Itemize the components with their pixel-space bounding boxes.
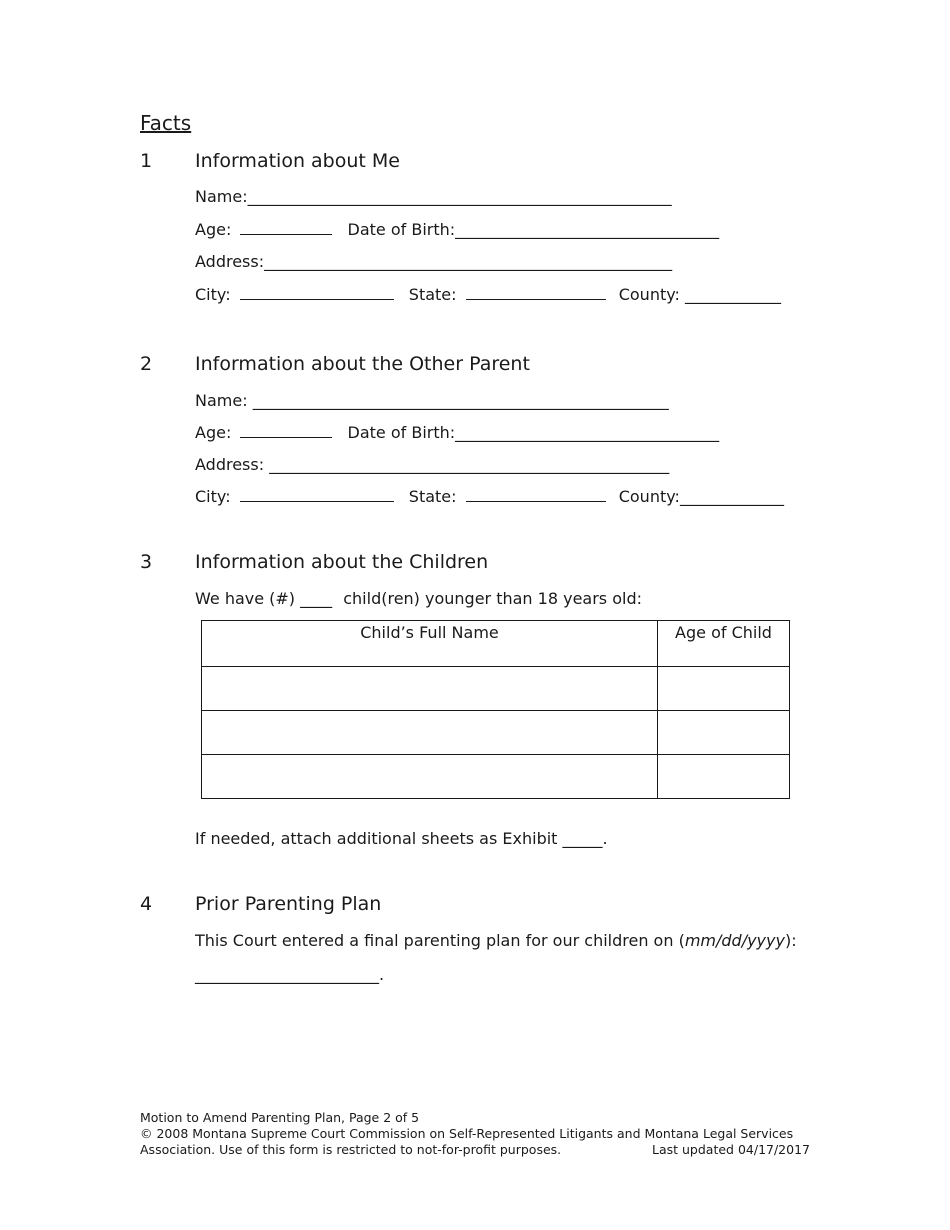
child-name-cell[interactable]: [202, 755, 658, 799]
other-age-field[interactable]: [240, 423, 332, 438]
count-prefix: We have (#): [195, 589, 296, 608]
section-4-number: 4: [140, 893, 153, 915]
attach-suffix: .: [602, 829, 608, 848]
table-row: [202, 755, 790, 799]
county-label: County:: [618, 487, 680, 506]
section-1-number: 1: [140, 150, 153, 172]
table-row: [202, 711, 790, 755]
my-age-dob-row: [195, 219, 719, 241]
footer-line-3: Association. Use of this form is restricted to not-for-profit purposes.: [140, 1142, 562, 1157]
table-header-row: [202, 621, 790, 667]
last-updated: Last updated 04/17/2017: [651, 1142, 810, 1157]
other-age-dob-row: [195, 422, 719, 444]
child-age-header: Age of Child: [658, 621, 790, 667]
address-label: Address:: [195, 252, 265, 271]
footer-line-1: Motion to Amend Parenting Plan, Page 2 of 5: [140, 1110, 420, 1125]
state-label: State:: [408, 285, 457, 304]
address-blank: ___________________________________________________: [264, 252, 673, 271]
child-age-cell[interactable]: [658, 667, 790, 711]
date-end: .: [379, 965, 385, 984]
other-dob-field[interactable]: _________________________________: [455, 423, 720, 442]
child-name-header: Child’s Full Name: [202, 621, 658, 667]
date-format-hint: mm/dd/yyyy: [684, 931, 785, 950]
my-state-field[interactable]: [466, 285, 606, 300]
my-county-field[interactable]: ____________: [685, 285, 782, 304]
prior-plan-date-field[interactable]: _______________________: [195, 965, 379, 984]
child-name-cell[interactable]: [202, 667, 658, 711]
child-age-cell[interactable]: [658, 755, 790, 799]
page-footer: [140, 1110, 810, 1158]
count-suffix: child(ren) younger than 18 years old:: [343, 589, 642, 608]
state-label: State:: [408, 487, 457, 506]
child-age-cell[interactable]: [658, 711, 790, 755]
prior-plan-date-row: [195, 964, 384, 986]
age-label: Age:: [195, 423, 232, 442]
my-name-field[interactable]: [195, 186, 672, 208]
city-label: City:: [195, 285, 231, 304]
my-city-state-county-row: [195, 284, 781, 306]
exhibit-field[interactable]: _____: [562, 829, 603, 848]
other-city-field[interactable]: [240, 487, 394, 502]
city-label: City:: [195, 487, 231, 506]
other-name-field[interactable]: [195, 390, 669, 412]
my-address-field[interactable]: [195, 251, 672, 273]
name-label: Name:: [195, 187, 248, 206]
address-label: Address:: [195, 455, 265, 474]
children-table: [201, 620, 790, 799]
exhibit-row: [195, 828, 608, 850]
county-label: County:: [618, 285, 680, 304]
facts-heading: Facts: [140, 111, 192, 135]
age-label: Age:: [195, 220, 232, 239]
name-blank: ____________________________________________________: [252, 391, 669, 410]
child-name-cell[interactable]: [202, 711, 658, 755]
dob-label: Date of Birth:: [347, 220, 456, 239]
attach-prefix: If needed, attach additional sheets as Exhibit: [195, 829, 558, 848]
children-count-field[interactable]: ____: [300, 589, 333, 608]
other-city-state-county-row: [195, 486, 784, 508]
sentence-suffix: ):: [784, 931, 797, 950]
footer-line-2: © 2008 Montana Supreme Court Commission on Self-Represented Litigants and Montana Legal Services: [140, 1126, 794, 1141]
table-row: [202, 667, 790, 711]
my-age-field[interactable]: [240, 220, 332, 235]
section-3-title: Information about the Children: [195, 551, 489, 573]
section-4-title: Prior Parenting Plan: [195, 893, 382, 915]
my-dob-field[interactable]: _________________________________: [455, 220, 720, 239]
dob-label: Date of Birth:: [347, 423, 456, 442]
prior-plan-sentence: [195, 930, 797, 952]
other-address-field[interactable]: [195, 454, 669, 476]
section-2-title: Information about the Other Parent: [195, 353, 530, 375]
other-county-field[interactable]: _____________: [679, 487, 784, 506]
my-city-field[interactable]: [240, 285, 394, 300]
other-state-field[interactable]: [466, 487, 606, 502]
name-blank: _____________________________________________________: [247, 187, 672, 206]
section-1-title: Information about Me: [195, 150, 400, 172]
children-count-row: [195, 588, 642, 610]
address-blank: __________________________________________________: [269, 455, 670, 474]
footer-line-3-row: [140, 1142, 810, 1158]
sentence-prefix: This Court entered a final parenting plan for our children on (: [195, 931, 685, 950]
name-label: Name:: [195, 391, 248, 410]
section-2-number: 2: [140, 353, 153, 375]
section-3-number: 3: [140, 551, 153, 573]
